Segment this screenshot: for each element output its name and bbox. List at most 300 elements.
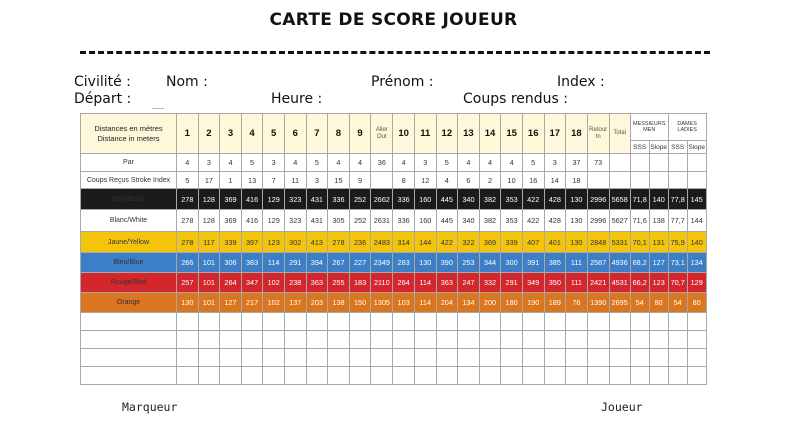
empty-score-row <box>81 367 707 385</box>
score-cell: 8 <box>393 172 415 189</box>
score-cell <box>371 172 393 189</box>
page-title: CARTE DE SCORE JOUEUR <box>269 10 518 30</box>
score-entry-cell[interactable] <box>458 349 480 367</box>
score-entry-cell[interactable] <box>263 331 285 349</box>
score-cell: 383 <box>241 253 263 273</box>
score-cell: 4 <box>436 172 458 189</box>
header-hole: 9 <box>349 114 371 154</box>
score-entry-cell[interactable] <box>198 331 220 349</box>
header-total: Total <box>609 114 630 154</box>
score-cell <box>668 172 687 189</box>
score-cell: 322 <box>458 232 480 253</box>
score-entry-cell[interactable] <box>687 331 706 349</box>
header-hole: 1 <box>177 114 199 154</box>
score-entry-cell[interactable] <box>687 349 706 367</box>
score-cell: 1305 <box>371 293 393 313</box>
score-cell: 3 <box>198 154 220 172</box>
score-entry-cell[interactable] <box>479 349 501 367</box>
score-cell: 2996 <box>587 189 609 210</box>
empty-score-row <box>81 331 707 349</box>
score-cell: 129 <box>263 189 285 210</box>
score-entry-cell[interactable] <box>393 313 415 331</box>
score-cell: 422 <box>522 189 544 210</box>
divider-dashes <box>80 51 710 59</box>
score-cell: 4 <box>349 154 371 172</box>
score-entry-cell[interactable] <box>349 313 371 331</box>
score-cell: 2662 <box>371 189 393 210</box>
score-cell: 15 <box>328 172 350 189</box>
score-entry-cell[interactable] <box>436 349 458 367</box>
score-entry-cell[interactable] <box>393 349 415 367</box>
score-cell: 7 <box>263 172 285 189</box>
score-cell: 12 <box>414 172 436 189</box>
score-cell: 102 <box>263 273 285 293</box>
score-cell: 130 <box>566 189 588 210</box>
score-entry-cell[interactable] <box>458 331 480 349</box>
score-entry-cell[interactable] <box>436 313 458 331</box>
score-entry-cell[interactable] <box>284 367 306 385</box>
header-hole: 3 <box>220 114 242 154</box>
score-entry-cell[interactable] <box>263 313 285 331</box>
score-entry-cell[interactable] <box>284 349 306 367</box>
score-cell: 407 <box>522 232 544 253</box>
score-entry-cell[interactable] <box>668 331 687 349</box>
score-cell <box>687 154 706 172</box>
score-cell: 339 <box>220 232 242 253</box>
score-cell: 145 <box>687 189 706 210</box>
score-cell: 6 <box>458 172 480 189</box>
score-cell: 160 <box>414 210 436 232</box>
table-row <box>81 232 707 253</box>
score-entry-cell[interactable] <box>522 349 544 367</box>
score-entry-cell[interactable] <box>263 367 285 385</box>
score-cell: 349 <box>522 273 544 293</box>
header-hole: 11 <box>414 114 436 154</box>
score-cell: 252 <box>349 210 371 232</box>
signature-joueur: Joueur <box>601 400 643 414</box>
score-cell: 101 <box>198 293 220 313</box>
score-entry-cell[interactable] <box>328 331 350 349</box>
score-cell: 336 <box>393 189 415 210</box>
header-slope-ladies: Slope <box>687 141 706 154</box>
score-cell: 369 <box>220 189 242 210</box>
score-cell: 137 <box>284 293 306 313</box>
score-entry-cell[interactable] <box>609 367 630 385</box>
score-entry-cell[interactable] <box>522 367 544 385</box>
score-cell: 73,1 <box>668 253 687 273</box>
score-cell <box>609 154 630 172</box>
score-cell: 101 <box>198 273 220 293</box>
score-cell <box>668 154 687 172</box>
score-cell: 114 <box>263 253 285 273</box>
score-cell: 347 <box>241 273 263 293</box>
score-cell: 363 <box>306 273 328 293</box>
score-entry-cell[interactable] <box>501 313 523 331</box>
score-cell: 36 <box>371 154 393 172</box>
field-index: Index : <box>557 74 605 90</box>
score-cell: 190 <box>522 293 544 313</box>
score-cell: 111 <box>566 253 588 273</box>
score-cell: 189 <box>544 293 566 313</box>
score-cell: 5658 <box>609 189 630 210</box>
score-entry-cell[interactable] <box>479 313 501 331</box>
score-entry-cell[interactable] <box>544 349 566 367</box>
score-cell: 369 <box>220 210 242 232</box>
score-entry-cell[interactable] <box>501 349 523 367</box>
score-cell: 71,8 <box>630 189 649 210</box>
row-label: Rouge/Red <box>81 273 177 293</box>
score-cell: 4 <box>501 154 523 172</box>
score-entry-cell[interactable] <box>177 331 199 349</box>
score-entry-cell[interactable] <box>284 331 306 349</box>
score-entry-cell[interactable] <box>349 331 371 349</box>
score-cell: 5627 <box>609 210 630 232</box>
score-cell: 422 <box>522 210 544 232</box>
signature-marqueur: Marqueur <box>122 400 178 414</box>
score-cell: 350 <box>544 273 566 293</box>
score-entry-cell[interactable] <box>371 367 393 385</box>
header-hole: 4 <box>241 114 263 154</box>
score-cell: 2587 <box>587 253 609 273</box>
score-entry-cell[interactable] <box>687 313 706 331</box>
score-cell: 138 <box>649 210 668 232</box>
field-prenom: Prénom : <box>371 74 434 90</box>
header-hole: 13 <box>458 114 480 154</box>
score-entry-cell[interactable] <box>587 367 609 385</box>
score-entry-cell[interactable] <box>630 331 649 349</box>
score-cell: 131 <box>649 232 668 253</box>
score-cell: 332 <box>479 273 501 293</box>
header-slope-men: Slope <box>649 141 668 154</box>
table-row <box>81 253 707 273</box>
score-entry-cell[interactable] <box>220 331 242 349</box>
table-row <box>81 210 707 232</box>
score-cell: 401 <box>544 232 566 253</box>
score-cell: 144 <box>414 232 436 253</box>
score-cell: 4 <box>479 154 501 172</box>
score-cell: 340 <box>458 189 480 210</box>
score-cell: 1390 <box>587 293 609 313</box>
score-cell: 278 <box>177 189 199 210</box>
score-cell: 4936 <box>609 253 630 273</box>
score-entry-cell[interactable] <box>241 331 263 349</box>
score-cell: 4 <box>220 154 242 172</box>
score-cell: 13 <box>241 172 263 189</box>
decorative-line <box>152 108 164 109</box>
score-cell: 128 <box>198 189 220 210</box>
header-hole: 17 <box>544 114 566 154</box>
score-cell: 217 <box>241 293 263 313</box>
score-entry-cell[interactable] <box>566 349 588 367</box>
score-entry-cell[interactable] <box>630 349 649 367</box>
score-cell: 253 <box>458 253 480 273</box>
score-entry-cell[interactable] <box>479 331 501 349</box>
score-entry-cell[interactable] <box>306 331 328 349</box>
score-entry-cell[interactable] <box>544 331 566 349</box>
score-entry-cell[interactable] <box>436 331 458 349</box>
score-entry-cell[interactable] <box>630 367 649 385</box>
score-entry-cell[interactable] <box>393 331 415 349</box>
score-cell <box>687 172 706 189</box>
header-sss-ladies: SSS <box>668 141 687 154</box>
score-cell: 252 <box>349 189 371 210</box>
score-cell: 323 <box>284 189 306 210</box>
score-entry-cell[interactable] <box>522 331 544 349</box>
score-entry-cell[interactable] <box>609 349 630 367</box>
score-entry-cell[interactable] <box>458 367 480 385</box>
score-entry-cell[interactable] <box>668 349 687 367</box>
score-cell: 150 <box>349 293 371 313</box>
header-messieurs: MESSIEURS MEN <box>630 114 668 141</box>
score-entry-cell[interactable] <box>306 313 328 331</box>
score-entry-cell[interactable] <box>501 331 523 349</box>
score-entry-cell[interactable] <box>566 367 588 385</box>
score-cell: 385 <box>544 253 566 273</box>
header-sss-men: SSS <box>630 141 649 154</box>
score-cell: 238 <box>284 273 306 293</box>
score-cell: 4 <box>458 154 480 172</box>
score-entry-cell[interactable] <box>668 313 687 331</box>
header-retour: Retour In <box>587 114 609 154</box>
score-cell <box>630 172 649 189</box>
score-cell <box>630 154 649 172</box>
score-cell: 266 <box>177 253 199 273</box>
row-label <box>81 349 177 367</box>
score-cell: 123 <box>649 273 668 293</box>
score-cell: 416 <box>241 189 263 210</box>
row-label: Jaune/Yellow <box>81 232 177 253</box>
header-aller: Aller Out <box>371 114 393 154</box>
score-entry-cell[interactable] <box>587 313 609 331</box>
score-cell: 2349 <box>371 253 393 273</box>
score-entry-cell[interactable] <box>198 313 220 331</box>
score-cell: 4531 <box>609 273 630 293</box>
score-entry-cell[interactable] <box>371 349 393 367</box>
score-entry-cell[interactable] <box>198 367 220 385</box>
header-hole: 8 <box>328 114 350 154</box>
score-cell: 428 <box>544 210 566 232</box>
score-cell: 339 <box>501 232 523 253</box>
score-cell: 80 <box>649 293 668 313</box>
score-entry-cell[interactable] <box>263 349 285 367</box>
score-cell: 5 <box>436 154 458 172</box>
score-entry-cell[interactable] <box>306 367 328 385</box>
table-row <box>81 172 707 189</box>
score-cell: 2848 <box>587 232 609 253</box>
score-entry-cell[interactable] <box>349 349 371 367</box>
score-cell: 128 <box>198 210 220 232</box>
score-cell: 75,9 <box>668 232 687 253</box>
row-label: Blanc/White <box>81 210 177 232</box>
score-entry-cell[interactable] <box>609 331 630 349</box>
score-cell: 264 <box>393 273 415 293</box>
score-entry-cell[interactable] <box>609 313 630 331</box>
score-cell: 291 <box>501 273 523 293</box>
score-entry-cell[interactable] <box>414 313 436 331</box>
score-entry-cell[interactable] <box>458 313 480 331</box>
score-entry-cell[interactable] <box>328 367 350 385</box>
score-cell: 3 <box>306 172 328 189</box>
score-entry-cell[interactable] <box>241 313 263 331</box>
score-entry-cell[interactable] <box>566 313 588 331</box>
score-cell: 5 <box>241 154 263 172</box>
score-cell: 101 <box>198 253 220 273</box>
score-entry-cell[interactable] <box>414 349 436 367</box>
header-hole: 2 <box>198 114 220 154</box>
score-entry-cell[interactable] <box>587 331 609 349</box>
score-cell: 344 <box>479 253 501 273</box>
score-cell: 11 <box>284 172 306 189</box>
score-cell: 390 <box>436 253 458 273</box>
header-hole: 18 <box>566 114 588 154</box>
score-cell: 278 <box>328 232 350 253</box>
score-cell: 2483 <box>371 232 393 253</box>
score-cell: 183 <box>349 273 371 293</box>
score-cell: 68,2 <box>630 253 649 273</box>
score-cell <box>649 154 668 172</box>
score-entry-cell[interactable] <box>630 313 649 331</box>
score-entry-cell[interactable] <box>177 313 199 331</box>
table-row <box>81 189 707 210</box>
score-entry-cell[interactable] <box>479 367 501 385</box>
score-entry-cell[interactable] <box>544 367 566 385</box>
score-entry-cell[interactable] <box>649 367 668 385</box>
score-cell: 369 <box>479 232 501 253</box>
score-cell: 123 <box>263 232 285 253</box>
row-label: Bleu/Blue <box>81 253 177 273</box>
score-entry-cell[interactable] <box>198 349 220 367</box>
score-cell: 130 <box>566 210 588 232</box>
header-hole: 5 <box>263 114 285 154</box>
field-coups-rendus: Coups rendus : <box>463 91 568 107</box>
score-cell: 4 <box>328 154 350 172</box>
score-entry-cell[interactable] <box>393 367 415 385</box>
score-entry-cell[interactable] <box>349 367 371 385</box>
field-heure: Heure : <box>271 91 323 107</box>
score-entry-cell[interactable] <box>587 349 609 367</box>
score-cell: 102 <box>263 293 285 313</box>
score-cell: 382 <box>479 189 501 210</box>
score-cell: 314 <box>393 232 415 253</box>
score-cell <box>609 172 630 189</box>
table-row <box>81 293 707 313</box>
score-entry-cell[interactable] <box>566 331 588 349</box>
score-cell: 54 <box>630 293 649 313</box>
score-cell: 302 <box>284 232 306 253</box>
row-label <box>81 367 177 385</box>
score-cell: 1 <box>220 172 242 189</box>
score-cell: 2 <box>479 172 501 189</box>
header-dames: DAMES LADIES <box>668 114 706 141</box>
score-cell: 445 <box>436 210 458 232</box>
score-entry-cell[interactable] <box>241 367 263 385</box>
score-cell: 394 <box>306 253 328 273</box>
score-entry-cell[interactable] <box>328 349 350 367</box>
score-cell: 130 <box>566 232 588 253</box>
score-entry-cell[interactable] <box>436 367 458 385</box>
empty-score-row <box>81 313 707 331</box>
score-cell: 144 <box>687 210 706 232</box>
score-entry-cell[interactable] <box>414 367 436 385</box>
score-cell: 323 <box>284 210 306 232</box>
row-label: Noir/Black <box>81 189 177 210</box>
score-entry-cell[interactable] <box>220 313 242 331</box>
score-cell: 130 <box>414 253 436 273</box>
score-entry-cell[interactable] <box>371 331 393 349</box>
score-entry-cell[interactable] <box>284 313 306 331</box>
score-cell: 278 <box>177 210 199 232</box>
header-hole: 16 <box>522 114 544 154</box>
header-hole: 6 <box>284 114 306 154</box>
row-label <box>81 313 177 331</box>
score-cell: 4 <box>393 154 415 172</box>
score-entry-cell[interactable] <box>220 349 242 367</box>
row-label: Coups Reçus Stroke Index <box>81 172 177 189</box>
field-nom: Nom : <box>166 74 208 90</box>
score-cell: 127 <box>220 293 242 313</box>
header-hole: 12 <box>436 114 458 154</box>
score-cell: 227 <box>349 253 371 273</box>
scorecard-table <box>80 113 707 385</box>
score-entry-cell[interactable] <box>649 349 668 367</box>
score-cell <box>649 172 668 189</box>
score-entry-cell[interactable] <box>649 331 668 349</box>
row-label <box>81 331 177 349</box>
table-row <box>81 273 707 293</box>
score-cell: 18 <box>566 172 588 189</box>
score-cell: 9 <box>349 172 371 189</box>
score-cell: 3 <box>544 154 566 172</box>
score-cell: 70,7 <box>668 273 687 293</box>
score-cell: 255 <box>328 273 350 293</box>
score-cell: 391 <box>522 253 544 273</box>
score-cell: 129 <box>687 273 706 293</box>
score-entry-cell[interactable] <box>687 367 706 385</box>
score-entry-cell[interactable] <box>177 367 199 385</box>
score-entry-cell[interactable] <box>501 367 523 385</box>
score-entry-cell[interactable] <box>306 349 328 367</box>
score-entry-cell[interactable] <box>220 367 242 385</box>
table-row <box>81 154 707 172</box>
score-entry-cell[interactable] <box>328 313 350 331</box>
score-entry-cell[interactable] <box>522 313 544 331</box>
score-cell: 76 <box>566 293 588 313</box>
score-cell: 363 <box>436 273 458 293</box>
score-entry-cell[interactable] <box>241 349 263 367</box>
score-entry-cell[interactable] <box>371 313 393 331</box>
score-cell: 140 <box>687 232 706 253</box>
score-cell: 129 <box>263 210 285 232</box>
score-cell: 37 <box>566 154 588 172</box>
score-cell: 431 <box>306 189 328 210</box>
score-cell: 397 <box>241 232 263 253</box>
score-cell: 138 <box>328 293 350 313</box>
score-cell: 134 <box>458 293 480 313</box>
score-cell: 340 <box>458 210 480 232</box>
score-cell: 353 <box>501 210 523 232</box>
score-cell: 267 <box>328 253 350 273</box>
score-cell: 114 <box>414 293 436 313</box>
score-cell: 200 <box>479 293 501 313</box>
score-entry-cell[interactable] <box>649 313 668 331</box>
score-entry-cell[interactable] <box>668 367 687 385</box>
score-cell: 10 <box>501 172 523 189</box>
score-entry-cell[interactable] <box>544 313 566 331</box>
row-label: Par <box>81 154 177 172</box>
score-cell: 300 <box>501 253 523 273</box>
score-entry-cell[interactable] <box>177 349 199 367</box>
score-entry-cell[interactable] <box>414 331 436 349</box>
